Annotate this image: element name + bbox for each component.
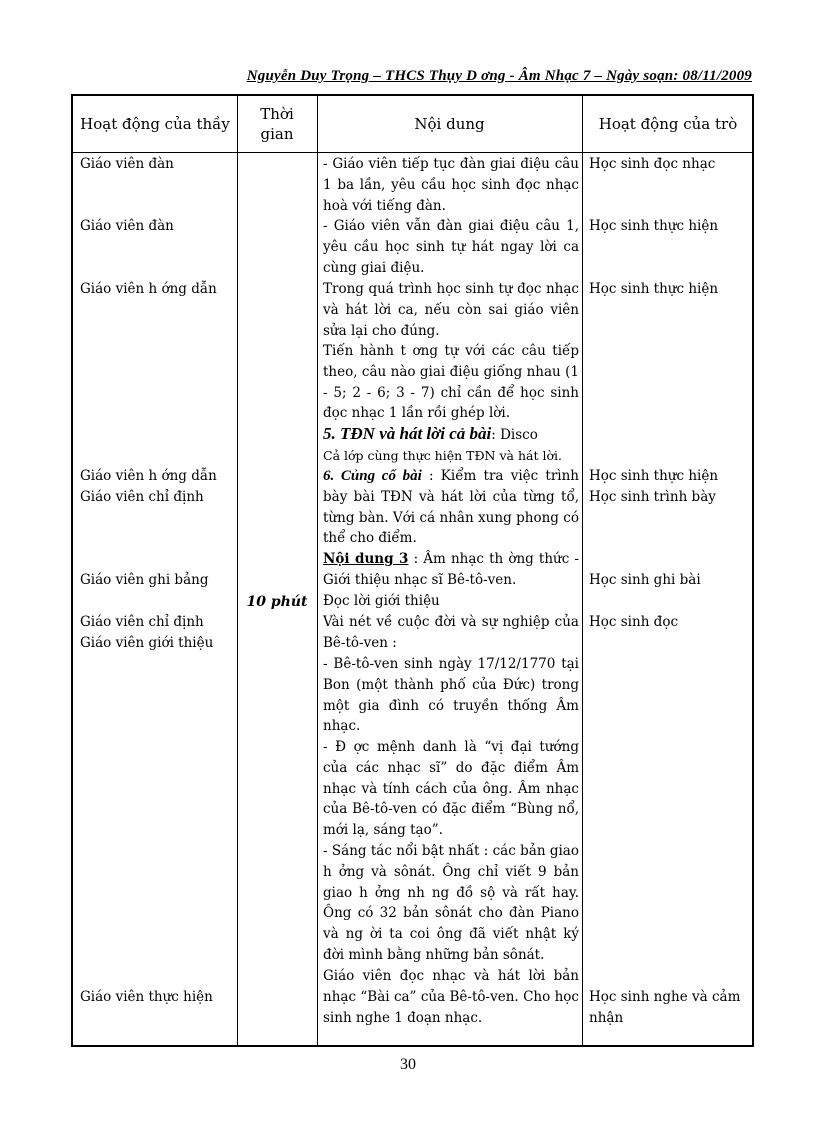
content-paragraph: - Đ ợc mệnh danh là “vị đại tướng của các nhạc sĩ” do đặc điểm Âm nhạc và tính cách của ông. Âm nhạc của Bê-tô-ven có đặc điểm “Bùng nổ, mới lạ, sáng tạo”. bbox=[323, 739, 579, 839]
content-paragraph: - Giáo viên vẫn đàn giai điệu câu 1, yêu cầu học sinh tự hát ngay lời ca cùng giai điệu. bbox=[323, 218, 579, 276]
time-value: 10 phút bbox=[246, 594, 308, 610]
column-header-time: Thời gian bbox=[260, 105, 294, 143]
content-paragraph: - Giáo viên tiếp tục đàn giai điệu câu 1 ba lần, yêu cầu học sinh đọc nhạc hoà với tiếng đàn. bbox=[323, 156, 579, 214]
section-5-heading bbox=[323, 424, 579, 446]
student-activity: Học sinh thực hiện bbox=[589, 468, 719, 484]
content-3-heading bbox=[323, 549, 579, 591]
section-6-title: 6. Củng cố bài bbox=[323, 468, 422, 484]
teacher-activity: Giáo viên h ớng dẫn bbox=[80, 468, 217, 484]
student-activity: Học sinh đọc nhạc bbox=[589, 156, 716, 172]
teacher-activity: Giáo viên chỉ định bbox=[80, 489, 204, 505]
teacher-activity: Giáo viên giới thiệu bbox=[80, 635, 214, 651]
section-5-title: 5. TĐN và hát lời cả bài bbox=[323, 424, 492, 443]
section-6 bbox=[323, 466, 579, 549]
student-activity: Học sinh trình bày bbox=[589, 489, 716, 505]
content-paragraph: Cả lớp cùng thực hiện TĐN và hát lời. bbox=[323, 448, 562, 463]
content-paragraph: - Sáng tác nổi bật nhất : các bản giao h ởng và sônát. Ông chỉ viết 9 bản giao h ởng nh ng đồ sộ và rất hay. Ông có 32 bản sônát cho đàn Piano và ng ời ta coi ông đã viết nhật ký đời mình bằng những bản sônát. bbox=[323, 843, 579, 963]
page-header: Nguyễn Duy Trọng – THCS Thụy D ơng - Âm Nhạc 7 – Ngày soạn: 08/11/2009 bbox=[246, 68, 752, 84]
column-header-content: Nội dung bbox=[414, 115, 485, 133]
section-6-text: : Kiểm tra việc trình bày bài TĐN và hát lời của từng tổ, từng bàn. Với cá nhân xung phong có thể cho điểm. bbox=[323, 468, 579, 547]
content-paragraph: Trong quá trình học sinh tự đọc nhạc và hát lời ca, nếu còn sai giáo viên sửa lại cho đúng. bbox=[323, 281, 579, 339]
content-paragraph: - Bê-tô-ven sinh ngày 17/12/1770 tại Bon (một thành phố của Đức) trong một gia đình có truyền thống Âm nhạc. bbox=[323, 656, 579, 735]
content-3-title: Nội dung 3 bbox=[323, 551, 409, 567]
column-header-student: Hoạt động của trò bbox=[598, 115, 738, 133]
student-activity: Học sinh thực hiện bbox=[589, 281, 719, 297]
content-paragraph: Đọc lời giới thiệu bbox=[323, 593, 440, 609]
content-paragraph: Vài nét về cuộc đời và sự nghiệp của Bê-tô-ven : bbox=[323, 614, 579, 651]
student-activity: Học sinh đọc bbox=[589, 614, 679, 630]
column-divider bbox=[317, 96, 318, 1045]
teacher-activity: Giáo viên đàn bbox=[80, 218, 174, 234]
teacher-activity: Giáo viên ghi bảng bbox=[80, 572, 209, 588]
column-divider bbox=[237, 96, 238, 1045]
student-activity: Học sinh nghe và cảm nhận bbox=[589, 989, 741, 1026]
content-3-text: : Âm nhạc th ờng thức - Giới thiệu nhạc sĩ Bê-tô-ven. bbox=[323, 551, 579, 588]
page-number: 30 bbox=[400, 1056, 416, 1073]
column-divider bbox=[582, 96, 583, 1045]
content-paragraph: Giáo viên đọc nhạc và hát lời bản nhạc “Bài ca” của Bê-tô-ven. Cho học sinh nghe 1 đoạn nhạc. bbox=[323, 968, 579, 1026]
teacher-activity: Giáo viên h ớng dẫn bbox=[80, 281, 217, 297]
student-activity: Học sinh thực hiện bbox=[589, 218, 719, 234]
header-divider bbox=[73, 152, 752, 153]
teacher-activity: Giáo viên đàn bbox=[80, 156, 174, 172]
lesson-table bbox=[71, 94, 754, 1047]
content-paragraph: Tiến hành t ơng tự với các câu tiếp theo, câu nào giai điệu giống nhau (1 - 5; 2 - 6; 3 - 7) chỉ cần để học sinh đọc nhạc 1 lần rồi ghép lời. bbox=[323, 343, 579, 422]
student-activity: Học sinh ghi bài bbox=[589, 572, 701, 588]
teacher-activity: Giáo viên chỉ định bbox=[80, 614, 204, 630]
column-header-teacher: Hoạt động của thầy bbox=[80, 115, 230, 133]
teacher-activity: Giáo viên thực hiện bbox=[80, 989, 213, 1005]
section-5-song: : Disco bbox=[491, 427, 538, 443]
